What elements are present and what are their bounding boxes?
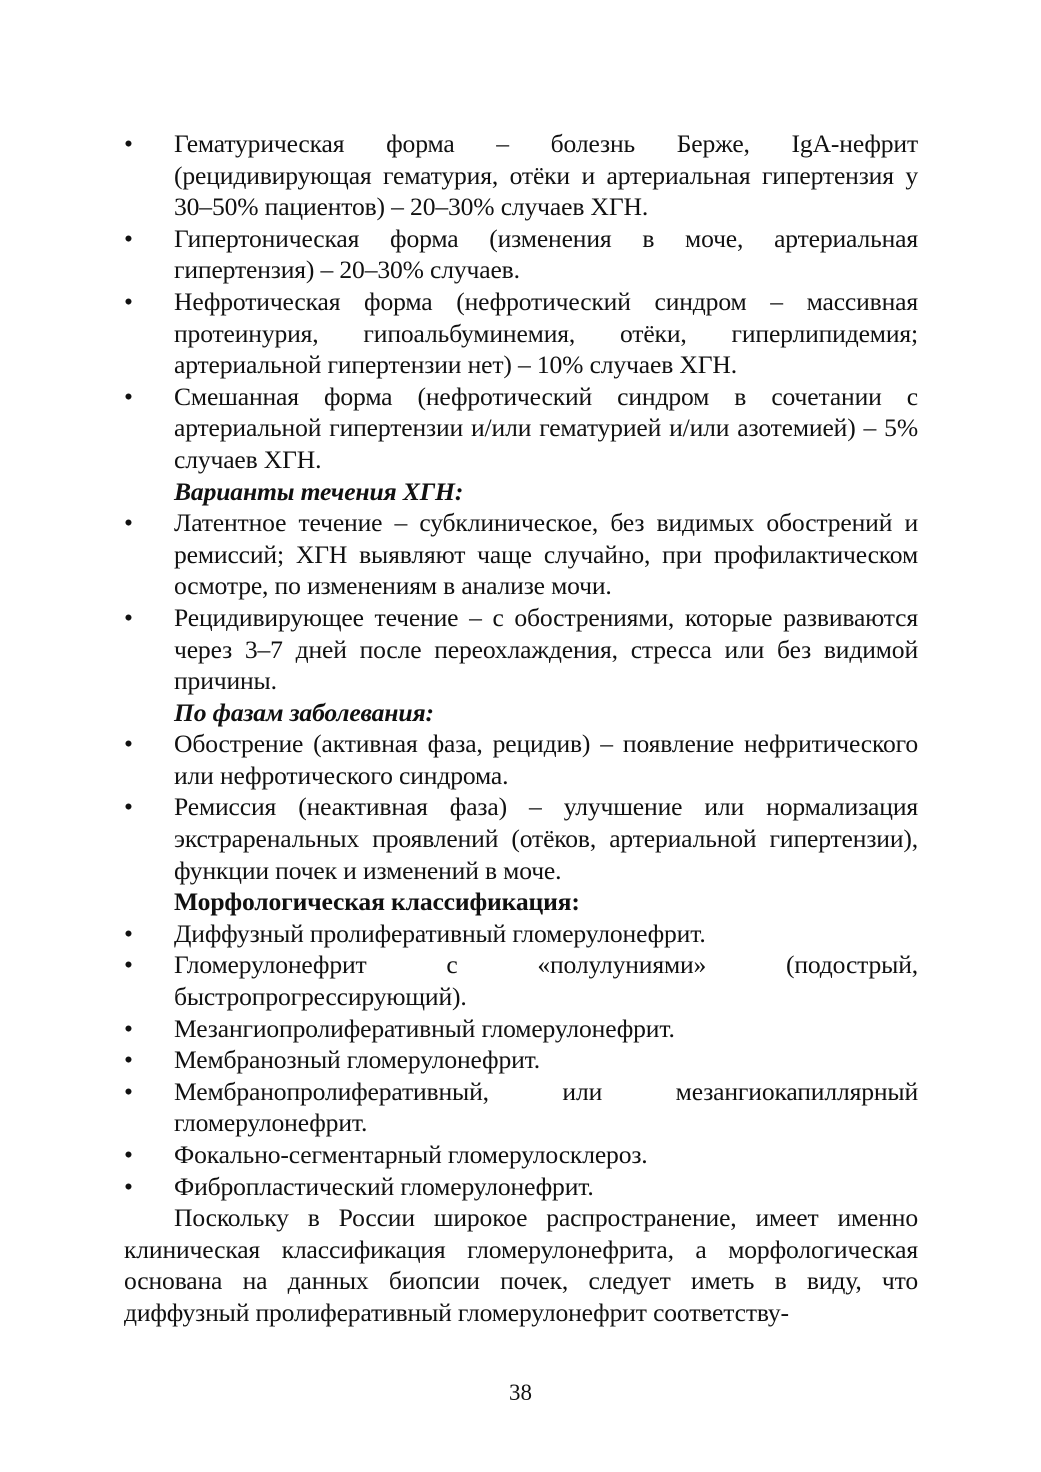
list-item-text: Гломерулонефрит с «полулуниями» (подострый, быстропрогрессирующий). [174, 950, 918, 1012]
list-item [124, 602, 918, 697]
bullet: • [124, 129, 133, 158]
list-item [124, 1013, 918, 1045]
bullet: • [124, 729, 133, 759]
bullet: • [124, 223, 133, 253]
bullet: • [124, 950, 133, 980]
page-body [124, 128, 918, 1329]
list-item [124, 1171, 918, 1203]
list-item [124, 223, 918, 286]
list-item [124, 1044, 918, 1076]
list-item [124, 918, 918, 950]
bullet: • [124, 1013, 133, 1043]
bullet: • [124, 1140, 133, 1169]
list-item-text: Гематурическая форма – болезнь Берже, IgA-нефрит (рецидивирующая гематурия, отёки и артериальная гипертензия у 30–50% пациентов) – 20–30% случаев ХГН. [174, 129, 918, 222]
list-item-text: Нефротическая форма (нефротический синдром – массивная протеинурия, гипоальбуминемия, отёки, гиперлипидемия; артериальной гипертензии нет) – 10% случаев ХГН. [174, 286, 918, 380]
section-heading-phases: По фазам заболевания: [174, 697, 434, 727]
section-heading-morphology: Морфологическая классификация: [174, 887, 580, 917]
list-item-text: Смешанная форма (нефротический синдром в сочетании с артериальной гипертензии и/или гематурией и/или азотемией) – 5% случаев ХГН. [174, 381, 918, 474]
closing-paragraph: Поскольку в России широкое распространение, имеет именно клиническая классификация гломерулонефрита, а морфологическая основана на данных биопсии почек, следует иметь в виду, что диффузный пролиферативный гломерулонефрит соответству- [124, 1203, 918, 1327]
section-heading-course: Варианты течения ХГН: [174, 476, 464, 506]
list-item [124, 1139, 918, 1171]
list-item-text: Диффузный пролиферативный гломерулонефрит. [174, 918, 706, 948]
list-item-text: Латентное течение – субклиническое, без видимых обострений и ремиссий; ХГН выявляют чаще случайно, при профилактическом осмотре, по изменениям в анализе мочи. [174, 508, 918, 601]
bullet: • [124, 792, 133, 822]
list-item [124, 1076, 918, 1139]
bullet: • [124, 602, 133, 632]
bullet: • [124, 381, 133, 411]
list-item-text: Фокально-сегментарный гломерулосклероз. [174, 1140, 648, 1169]
list-item [124, 949, 918, 1012]
list-item-text: Рецидивирующее течение – с обострениями, которые развиваются через 3–7 дней после переохлаждения, стресса или без видимой причины. [174, 602, 918, 696]
bullet: • [124, 918, 133, 948]
bullet: • [124, 508, 133, 538]
page-number: 38 [509, 1380, 532, 1405]
bullet: • [124, 1171, 133, 1201]
list-item [124, 728, 918, 791]
list-item [124, 507, 918, 602]
bullet: • [124, 1076, 133, 1106]
list-item [124, 286, 918, 381]
list-item-text: Мезангиопролиферативный гломерулонефрит. [174, 1013, 675, 1043]
list-item-text: Мембранозный гломерулонефрит. [174, 1045, 541, 1075]
list-item [124, 791, 918, 886]
list-item-text: Фибропластический гломерулонефрит. [174, 1171, 594, 1201]
bullet: • [124, 1045, 133, 1075]
bullet: • [124, 286, 133, 316]
list-item-text: Обострение (активная фаза, рецидив) – появление нефритического или нефротического синдрома. [174, 729, 918, 790]
list-item [124, 128, 918, 223]
list-item-text: Ремиссия (неактивная фаза) – улучшение или нормализация экстраренальных проявлений (отёков, артериальной гипертензии), функции почек и изменений в моче. [174, 792, 918, 885]
list-item-text: Гипертоническая форма (изменения в моче, артериальная гипертензия) – 20–30% случаев. [174, 223, 918, 285]
list-item-text: Мембранопролиферативный, или мезангиокапиллярный гломерулонефрит. [174, 1076, 918, 1138]
list-item [124, 381, 918, 476]
